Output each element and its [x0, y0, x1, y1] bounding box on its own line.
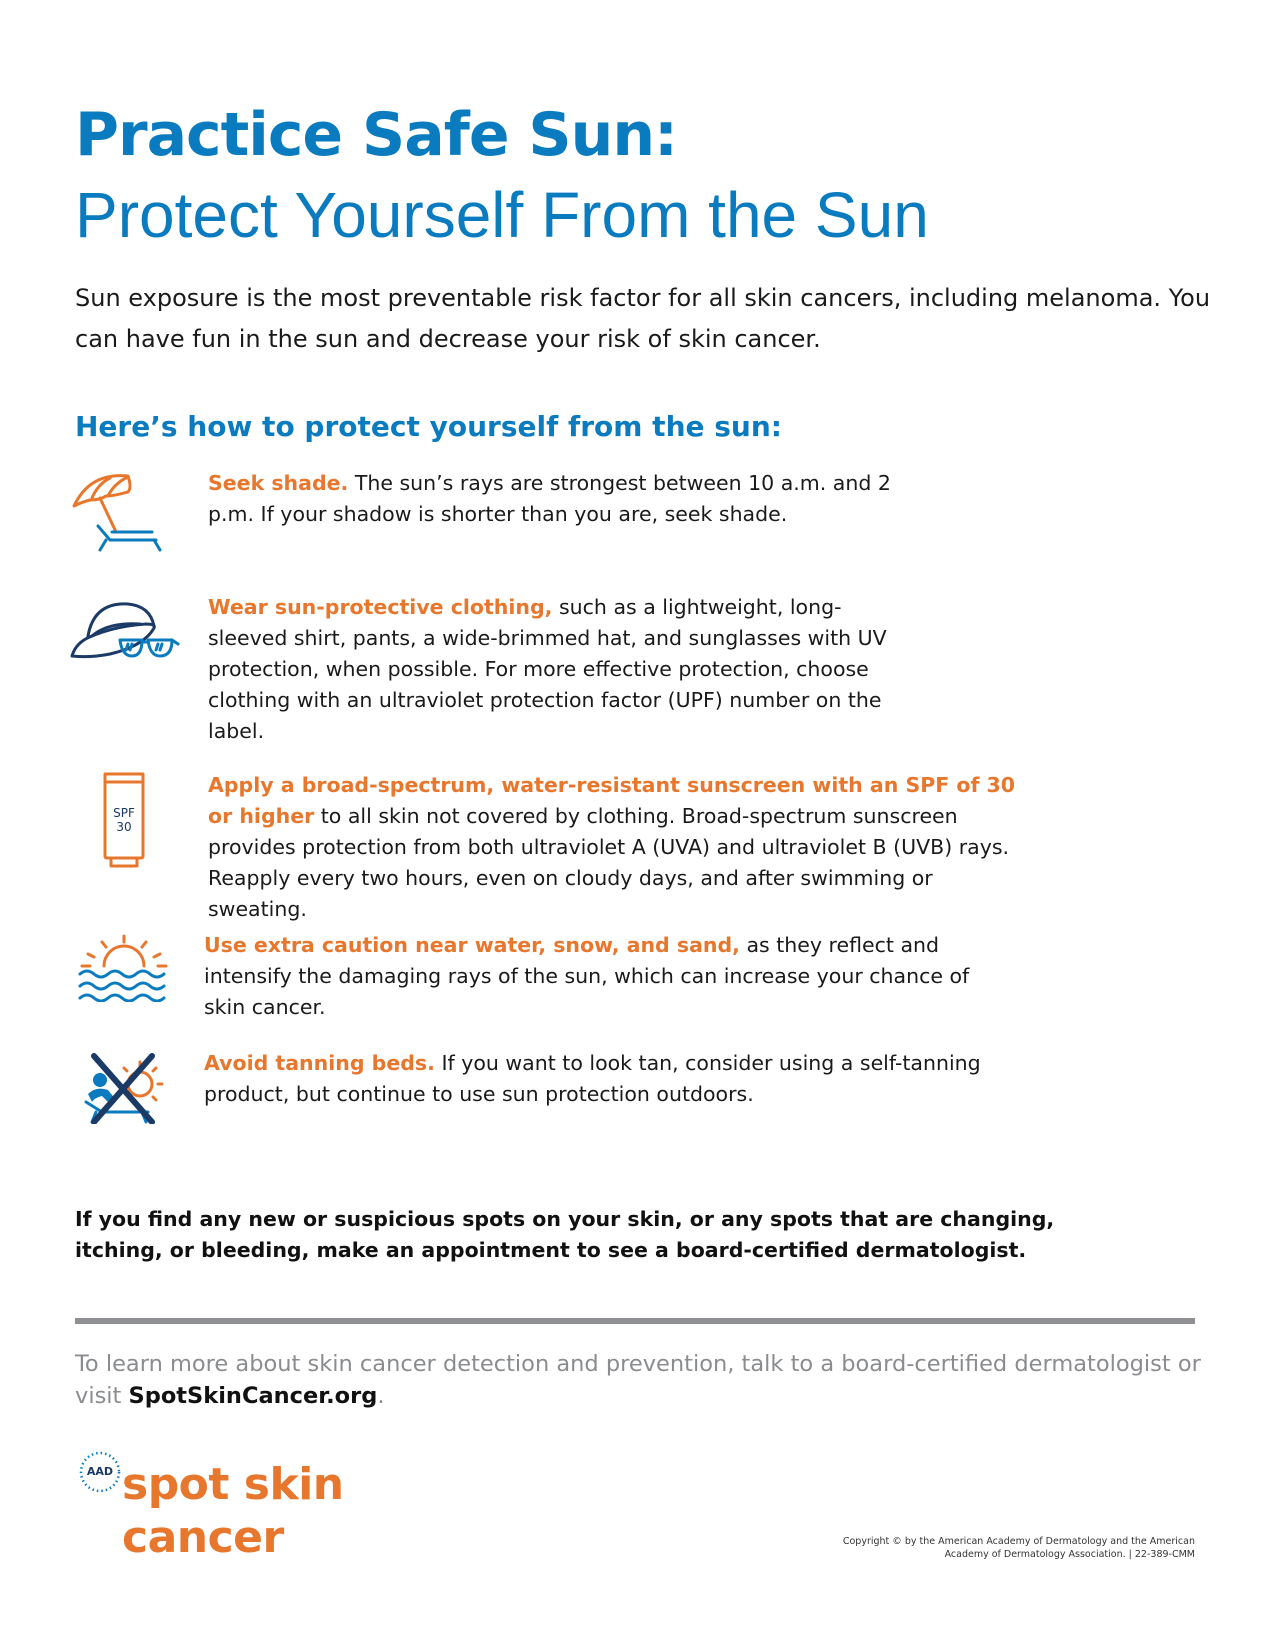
tip-lead: Use extra caution near water, snow, and sand,	[204, 933, 740, 957]
learn-more-text: To learn more about skin cancer detection and prevention, talk to a board-certified dermatologist or visit	[75, 1351, 1201, 1409]
learn-more-end: .	[377, 1383, 385, 1409]
divider-rule	[75, 1318, 1195, 1324]
hat-sunglasses-icon	[70, 596, 182, 666]
beach-umbrella-icon	[70, 466, 170, 554]
closing-advice: If you find any new or suspicious spots on your skin, or any spots that are changing, itching, or bleeding, make an appointment to see a board-certified dermatologist.	[75, 1207, 1055, 1262]
logo-line-1: spot skin	[122, 1459, 344, 1510]
page-subtitle: Protect Yourself From the Sun	[75, 179, 929, 251]
copyright-line-2: Academy of Dermatology Association. | 22-389-CMM	[944, 1549, 1195, 1560]
no-tanning-bed-icon	[82, 1050, 168, 1124]
intro-paragraph: Sun exposure is the most preventable risk factor for all skin cancers, including melanoma. You can have fun in the sun and decrease your risk of skin cancer.	[75, 284, 1211, 353]
tip-body: such as a lightweight, long-sleeved shirt, pants, a wide-brimmed hat, and sunglasses with UV protection, when possible. For more effective protection, choose clothing with an ultraviolet protection factor (UPF) number on the label.	[208, 595, 887, 743]
tip-body: to all skin not covered by clothing. Broad-spectrum sunscreen provides protection from both ultraviolet A (UVA) and ultraviolet B (UVB) rays. Reapply every two hours, even on cloudy days, and after swimming or sweating.	[208, 804, 1010, 921]
copyright-line-1: Copyright © by the American Academy of Dermatology and the American	[842, 1536, 1195, 1547]
tip-seek-shade	[208, 468, 928, 530]
sunscreen-tube-icon	[102, 772, 146, 868]
copyright-notice	[735, 1535, 1195, 1561]
tip-sunscreen	[208, 770, 1038, 925]
sun-over-water-icon	[78, 934, 170, 1002]
tip-clothing	[208, 592, 898, 747]
tip-body: If you want to look tan, consider using a self-tanning product, but continue to use sun protection outdoors.	[204, 1051, 981, 1106]
tip-lead: Apply a broad-spectrum, water-resistant sunscreen with an SPF of 30 or higher	[208, 773, 1016, 828]
tip-body: as they reflect and intensify the damaging rays of the sun, which can increase your chance of skin cancer.	[204, 933, 970, 1019]
aad-badge-text: AAD	[86, 1465, 114, 1478]
logo-line-2: cancer	[122, 1512, 284, 1563]
section-heading: Here’s how to protect yourself from the sun:	[75, 410, 782, 443]
website-link[interactable]: SpotSkinCancer.org	[128, 1383, 378, 1409]
tip-lead: Seek shade.	[208, 471, 349, 495]
tip-tanning-beds	[204, 1048, 1064, 1110]
sunscreen-spf-label: SPF	[113, 806, 135, 820]
tip-body: The sun’s rays are strongest between 10 a.m. and 2 p.m. If your shadow is shorter than you are, seek shade.	[208, 471, 891, 526]
page-title: Practice Safe Sun:	[75, 100, 678, 170]
tip-lead: Wear sun-protective clothing,	[208, 595, 553, 619]
tip-water-snow-sand	[204, 930, 1004, 1023]
learn-more-paragraph	[75, 1348, 1225, 1412]
sunscreen-spf-number: 30	[116, 820, 132, 834]
tip-lead: Avoid tanning beds.	[204, 1051, 435, 1075]
